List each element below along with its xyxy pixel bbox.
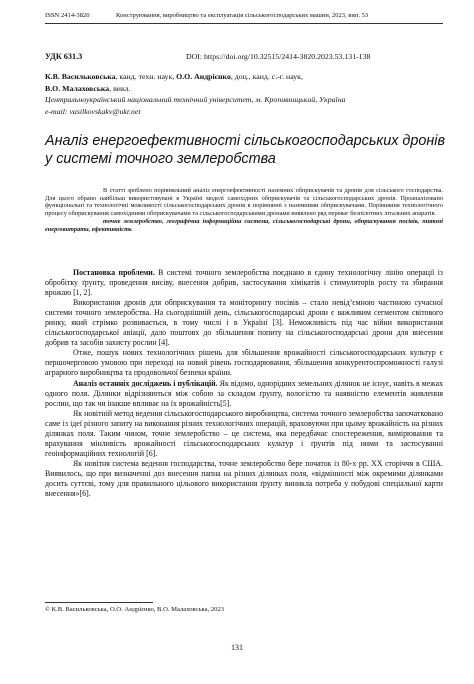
paragraph: Як новітній метод ведення сільськогосподарського виробництва, система точного землеробства започатковано саме із ідеї різного запиту на виконання різних технологічних операцій, враховуючи при цьому врожайність на різних ділянках поля. Таким чином, точне землеробство – це система, яка передбачає спостереження, вимірювання та врахування мінливість врожайності сільськогосподарських культур і ґрунтів під ними та застосуванні геоінформаційних технологій [6]. — [45, 408, 443, 458]
abstract-text: В статті зроблено порівняльний аналіз енергоефективності наземних обприскувачів та дронів для сільського господарства. Для цього обрано найбільш використовувані в Україні моделі самохідних обприскувачів та сільськогосподарських дронів. Проаналізовано функціональні та технологічні можливості сільськогосподарських дронів в порівнянні з наземними обприскувачами. Порівняння технологічного процесу обприскування самохідними обприскувачами та сільськогосподарськими дронами виявлено ряд переваг безпілотних літальних апаратів. — [45, 187, 443, 218]
footnote-divider — [45, 602, 153, 603]
author-name: К.В. Васильковська — [45, 72, 116, 81]
author-credentials: , канд. техн. наук, — [115, 72, 177, 81]
authors-block — [45, 71, 445, 117]
header-divider — [45, 23, 443, 24]
page-number: 131 — [231, 643, 243, 652]
section-heading: Аналіз останніх досліджень і публікацій. — [73, 378, 218, 388]
paragraph-text: Як відомо, однорідних земельних ділянок не існує, навіть в межах одного поля. Ділянки відрізняються між собою за складом ґрунту, вологістю та наявністю елементів живлення рослин, що так чи інакше впливає на їх врожайність[5]. — [45, 378, 444, 408]
issn: ISSN 2414-3820 — [45, 12, 90, 19]
authors-line-1 — [45, 71, 445, 83]
author-name: О.О. Андрієнко — [176, 72, 231, 81]
body-text — [45, 268, 443, 499]
paragraph — [45, 379, 443, 409]
section-heading: Постановка проблеми. — [73, 268, 155, 277]
doi-link[interactable]: DOI: https://doi.org/10.32515/2414-3820.2023.53.131-138 — [186, 52, 371, 61]
keywords: точне землеробство, географічна інформаційна система, сільськогосподарські дрони, обприскування посівів, питомі енерговитрати, ефективність — [45, 217, 443, 233]
affiliation: Центральноукраїнський національний технічний університет, м. Кропивницький, Україна — [45, 95, 346, 105]
paragraph — [45, 268, 443, 298]
paper-title: Аналіз енергоефективності сільськогосподарських дронів у системі точного землеробства — [45, 133, 446, 167]
author-credentials: , викл. — [109, 83, 131, 93]
copyright-footnote: © К.В. Васильковська, О.О. Андрієнко, В.О. Малаховська, 2023 — [45, 606, 225, 613]
authors-line-2 — [45, 83, 445, 95]
abstract — [45, 187, 443, 233]
journal-title: Конструювання, виробництво та експлуатація сільськогосподарських машин, 2023, вип. 53 — [116, 12, 369, 19]
paragraph: Використання дронів для обприскування та моніторингу посівів – стало невід’ємною частиною сучасної системи точного землеробства. На сьогоднішній день, сільськогосподарські дрони є важливим сегментом світового ринку, який стрімко розвивається, в тому числі і в Україні [3]. Неможливість під час війни використання сільськогосподарської авіації, дало поштовх до збільшення попиту на сільськогосподарські дрони для внесення добрив та засобів захисту рослин [4]. — [45, 298, 443, 348]
paragraph-text: В системі точного землеробства поєднано в єдину технологічну лінію операції із обробітку ґрунту, проведення висіву, внесення добрив, застосування хімікатів і стимуляторів росту та збирання врожаю [1, 2]. — [45, 268, 443, 298]
udk-code: УДК 631.3 — [45, 52, 83, 61]
paragraph: Отже, пошук нових технологічних рішень для збільшення врожайності сільськогосподарських культур є першочерговою умовою при переході на новий рівень господарювання, збільшення конкурентоспроможності галузі аграрного виробництва та продовольчої безпеки країни. — [45, 348, 443, 378]
author-email[interactable]: e-mail: vasilkovskakv@ukr.net — [45, 106, 141, 116]
author-name: В.О. Малаховська — [45, 83, 110, 93]
author-credentials: , доц., канд. с.-г. наук, — [230, 72, 303, 81]
paragraph: Як новітня система ведення господарства, точне землеробство бере початок із 80-х рр. ХХ сторіччя в США. Виявилось, що при визначенні доз внесення папна на різних ділянках поля, «відмінності між окремими ділянками досить суттєві, тому для правильного цільового використання ґрунту виникла потреба у побудові спеціальної карти внесення»[6]. — [45, 458, 443, 499]
